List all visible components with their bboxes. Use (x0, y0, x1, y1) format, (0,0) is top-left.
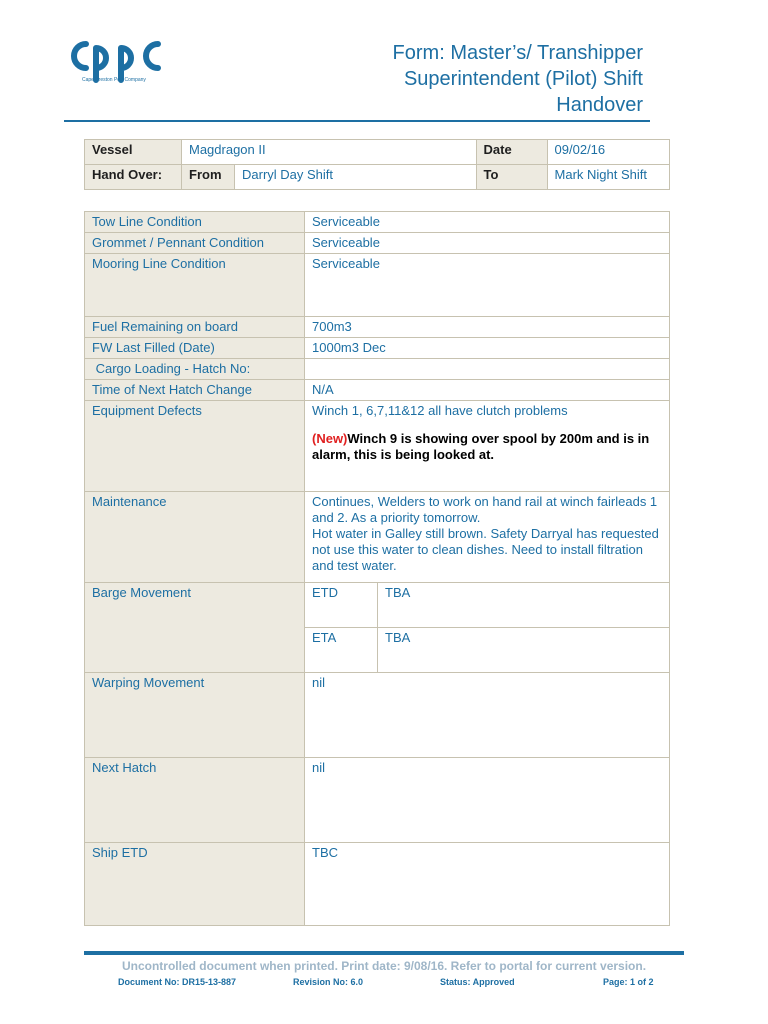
to-value: Mark Night Shift (547, 165, 669, 190)
form-title-line: Form: Master’s/ Transhipper (392, 42, 643, 64)
eta-value: TBA (385, 630, 411, 645)
barge-subtable (305, 583, 669, 672)
document-number: Document No: DR15-13-887 (118, 977, 237, 987)
table-row (85, 359, 670, 380)
maintenance-para: Hot water in Galley still brown. Safety Darryal has requested not use this water to clean dishes. Need to install filtration and test water. (312, 526, 659, 573)
date-value: 09/02/16 (547, 140, 669, 165)
form-title (283, 40, 643, 118)
footer-divider (84, 951, 684, 955)
row-label: Cargo Loading - Hatch No: (85, 359, 305, 380)
handover-label: Hand Over: (85, 165, 182, 190)
footer-notice: Uncontrolled document when printed. Print date: 9/08/16. Refer to portal for current version. (121, 959, 647, 973)
logo-subtitle: Cape Preston Port Company (82, 77, 146, 83)
to-label: To (476, 165, 547, 190)
table-row (85, 317, 670, 338)
handover-details-table (84, 211, 670, 926)
row-label: Time of Next Hatch Change (85, 380, 305, 401)
vessel-label: Vessel (85, 140, 182, 165)
row-label: Barge Movement (85, 583, 305, 673)
table-row (85, 758, 670, 843)
handover-header-table (84, 139, 670, 190)
revision-number: Revision No: 6.0 (293, 977, 364, 987)
row-value (305, 359, 670, 380)
table-row (85, 673, 670, 758)
row-value (305, 401, 670, 492)
table-row (85, 843, 670, 926)
date-label: Date (476, 140, 547, 165)
row-value: 700m3 (305, 317, 670, 338)
page-number: Page: 1 of 2 (603, 977, 654, 987)
table-row (85, 492, 670, 583)
row-label: Grommet / Pennant Condition (85, 233, 305, 254)
row-label: Next Hatch (85, 758, 305, 843)
form-title-line: Superintendent (Pilot) Shift (403, 68, 643, 90)
etd-value: TBA (378, 583, 670, 628)
row-value: nil (305, 758, 670, 843)
table-row (85, 212, 670, 233)
table-row (85, 233, 670, 254)
vessel-value: Magdragon II (182, 140, 477, 165)
row-label: FW Last Filled (Date) (85, 338, 305, 359)
row-value: Serviceable (305, 254, 670, 317)
row-value: TBC (305, 843, 670, 926)
eta-label: ETA (305, 628, 378, 673)
form-title-line: Handover (556, 94, 643, 116)
row-label: Equipment Defects (85, 401, 305, 492)
document-status: Status: Approved (440, 977, 515, 987)
row-label: Maintenance (85, 492, 305, 583)
row-value: N/A (305, 380, 670, 401)
maintenance-para: Continues, Welders to work on hand rail at winch fairleads 1 and 2. As a priority tomorrow. (312, 494, 658, 525)
table-row (85, 254, 670, 317)
row-label: Mooring Line Condition (85, 254, 305, 317)
row-label: Fuel Remaining on board (85, 317, 305, 338)
equipment-alert (312, 431, 662, 463)
row-label: Warping Movement (85, 673, 305, 758)
title-divider (64, 120, 650, 122)
row-value (305, 583, 670, 673)
new-tag: (New) (312, 431, 348, 446)
row-value: Serviceable (305, 212, 670, 233)
from-value: Darryl Day Shift (235, 165, 477, 190)
equipment-alert-text: Winch 9 is showing over spool by 200m and is in alarm, this is being looked at. (312, 431, 650, 462)
table-row (85, 338, 670, 359)
from-label: From (182, 165, 235, 190)
row-value: 1000m3 Dec (305, 338, 670, 359)
table-row (85, 401, 670, 492)
table-row (85, 380, 670, 401)
table-row (85, 583, 670, 673)
row-value: nil (305, 673, 670, 758)
row-value (305, 492, 670, 583)
etd-label: ETD (305, 583, 378, 628)
row-label: Ship ETD (85, 843, 305, 926)
equipment-line: Winch 1, 6,7,11&12 all have clutch problems (312, 403, 568, 418)
row-value: Serviceable (305, 233, 670, 254)
row-label: Tow Line Condition (85, 212, 305, 233)
